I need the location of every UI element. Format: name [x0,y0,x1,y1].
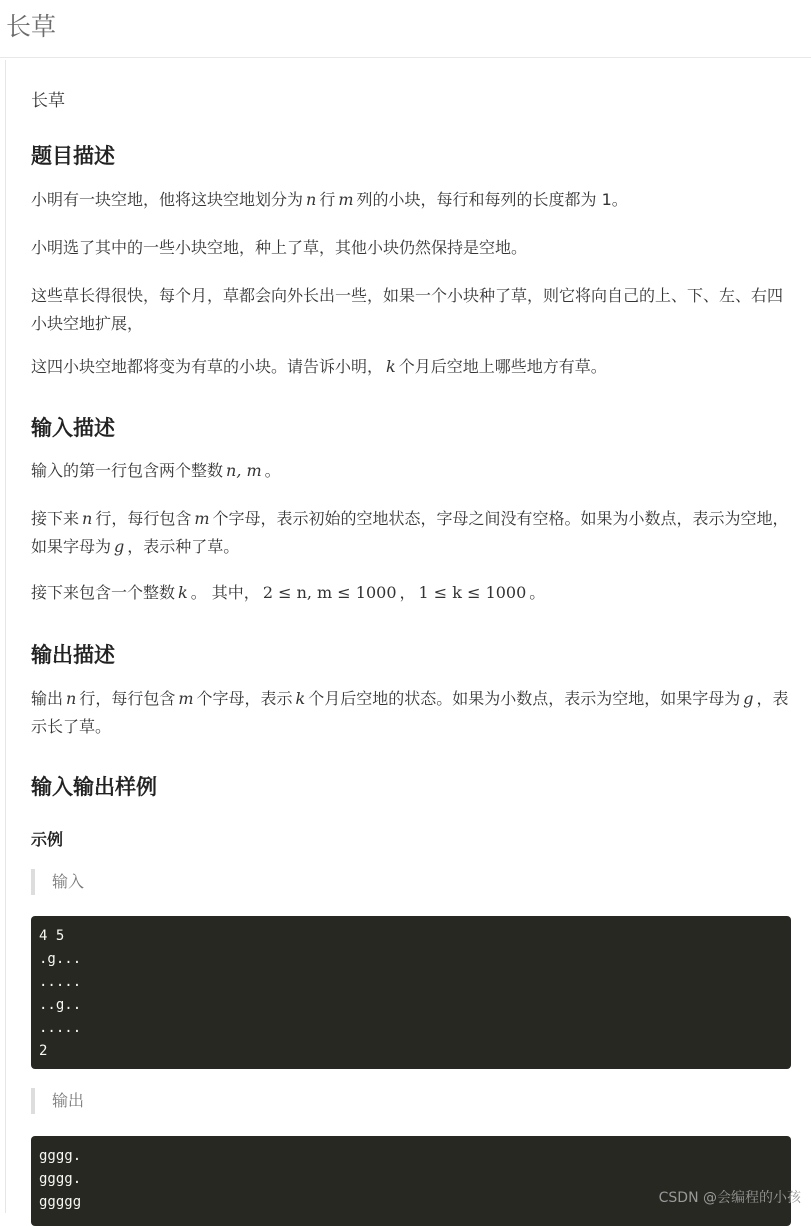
csdn-watermark: CSDN @会编程的小孩 [658,1190,801,1206]
problem-paragraph-4 [31,353,789,381]
text-span: ，表示种了草。 [127,537,240,556]
math-g: g [114,537,125,556]
code-line: 2 [39,1043,48,1059]
problem-paragraph-1 [31,186,789,214]
text-span: 。 [264,461,281,480]
math-m: m [194,509,210,528]
math-n: n [82,509,93,528]
input-label: 输入 [31,869,84,895]
text-span: 。 其中， [190,583,260,602]
text-span: 。 [529,583,546,602]
text-span: ，表示长了草。 [31,689,789,736]
math-m: m [338,190,354,209]
text-span: 输入的第一行包含两个整数 [31,461,224,480]
text-span: 小明有一块空地，他将这块空地划分为 [31,190,304,209]
math-n: n [306,190,317,209]
input-paragraph-2 [31,505,789,561]
text-span: 行，每行包含 [79,689,176,708]
samples-heading: 输入输出样例 [31,775,157,799]
text-span: 个字母，表示初始的空地状态，字母之间没有空格。如果为小数点，表示为空地，如果字母为 [31,509,789,556]
math-m: m [178,689,194,708]
text-span: 这四小块空地都将变为有草的小块。请告诉小明， [31,357,384,376]
problem-paragraph-3: 这些草长得很快，每个月，草都会向外长出一些，如果一个小块种了草，则它将向自己的上、下、左、右四小块空地扩展， [31,286,784,333]
input-paragraph-1 [31,457,789,485]
math-k: k [178,583,188,602]
code-line: .g... [39,951,82,967]
text-span: 接下来包含一个整数 [31,583,176,602]
page-title: 长草 [6,12,57,41]
article-subtitle: 长草 [31,91,65,111]
text-span: ， [399,583,416,602]
code-line: ..g.. [39,997,82,1013]
text-span: 个月后空地的状态。如果为小数点，表示为空地，如果字母为 [308,689,741,708]
input-paragraph-3 [31,579,789,607]
content-panel [5,60,811,1213]
text-span: 行 [319,190,336,209]
code-line: ..... [39,1020,82,1036]
example-label: 示例 [31,830,64,849]
text-span: 输出 [31,689,64,708]
math-range-k: 1 ≤ k ≤ 1000 [418,583,527,602]
text-span: 个字母，表示 [196,689,293,708]
code-line: ..... [39,974,82,990]
math-n: n [66,689,77,708]
math-range-nm: 2 ≤ n, m ≤ 1000 [262,583,397,602]
text-span: 列的小块，每行和每列的长度都为 1。 [356,190,628,209]
code-line: 4 5 [39,928,65,944]
problem-paragraph-2: 小明选了其中的一些小块空地，种上了草，其他小块仍然保持是空地。 [31,238,528,257]
input-code-block [31,916,791,1069]
output-heading: 输出描述 [31,643,115,667]
text-span: 接下来 [31,509,80,528]
text-span: 个月后空地上哪些地方有草。 [398,357,607,376]
output-label: 输出 [31,1088,84,1114]
text-span: 行，每行包含 [95,509,192,528]
code-line: gggg. [39,1171,82,1187]
output-paragraph-1 [31,685,789,741]
problem-heading: 题目描述 [31,144,115,168]
code-line: ggggg [39,1194,82,1210]
math-n-m: n, m [226,461,262,480]
page-header [0,0,811,58]
math-g: g [743,689,754,708]
math-k: k [295,689,306,708]
input-heading: 输入描述 [31,416,115,440]
code-line: gggg. [39,1148,82,1164]
math-k: k [386,357,396,376]
